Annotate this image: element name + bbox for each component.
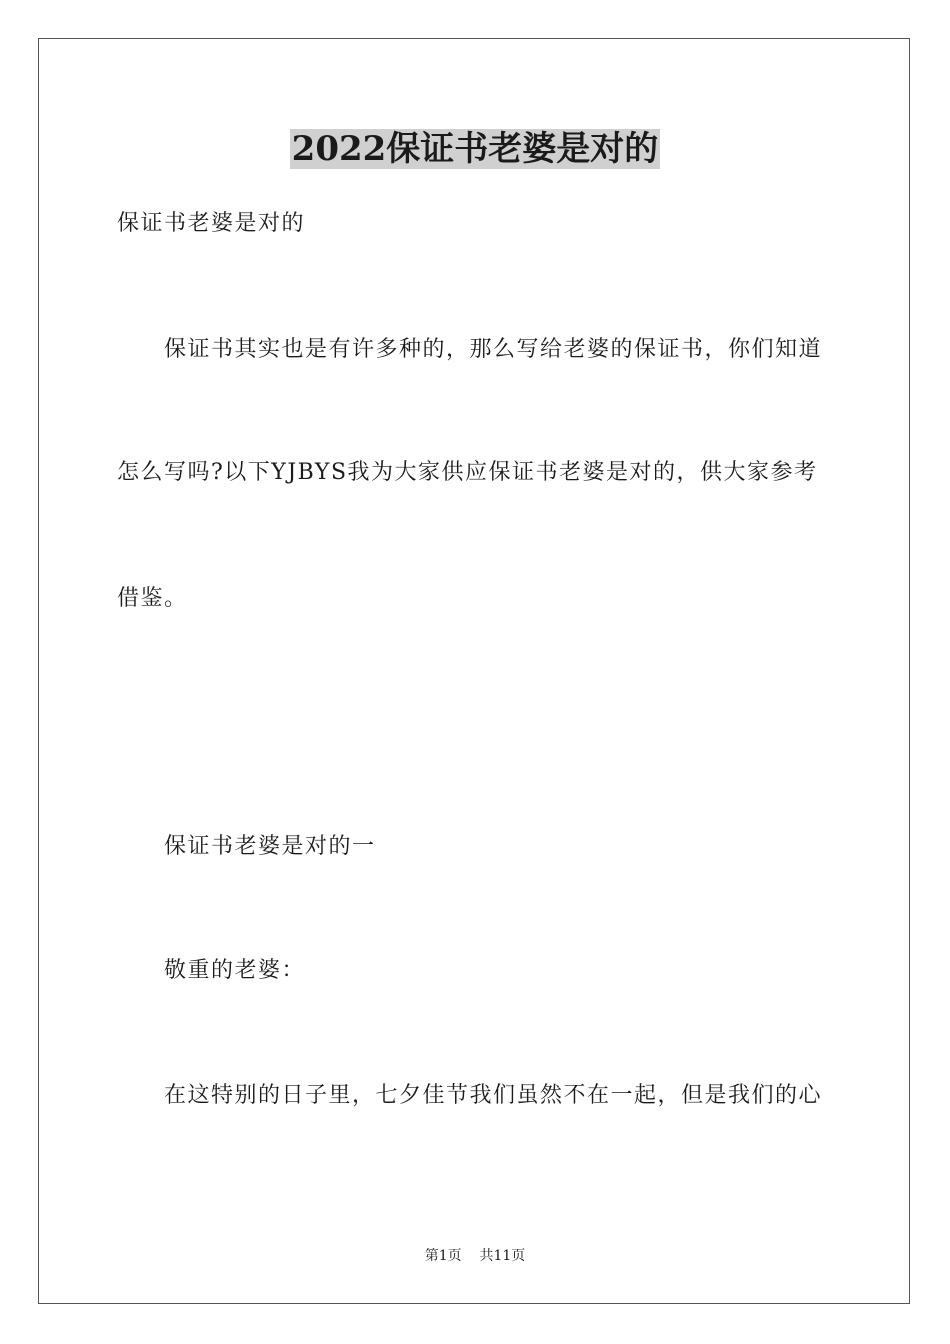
document-subtitle: 保证书老婆是对的 xyxy=(117,211,306,236)
paragraph-line-1: 保证书其实也是有许多种的，那么写给老婆的保证书，你们知道 xyxy=(164,337,823,362)
paragraph-line-4: 在这特别的日子里，七夕佳节我们虽然不在一起，但是我们的心 xyxy=(164,1083,823,1108)
salutation: 敬重的老婆： xyxy=(164,958,306,983)
document-title xyxy=(0,128,950,170)
document-title-text: 2022保证书老婆是对的 xyxy=(291,129,659,169)
paragraph-line-3: 借鉴。 xyxy=(117,586,188,611)
paragraph-line-2: 怎么写吗?以下YJBYS我为大家供应保证书老婆是对的，供大家参考 xyxy=(117,460,818,485)
section-heading: 保证书老婆是对的一 xyxy=(164,834,376,859)
page-footer: 第1页 共11页 xyxy=(424,1248,526,1264)
